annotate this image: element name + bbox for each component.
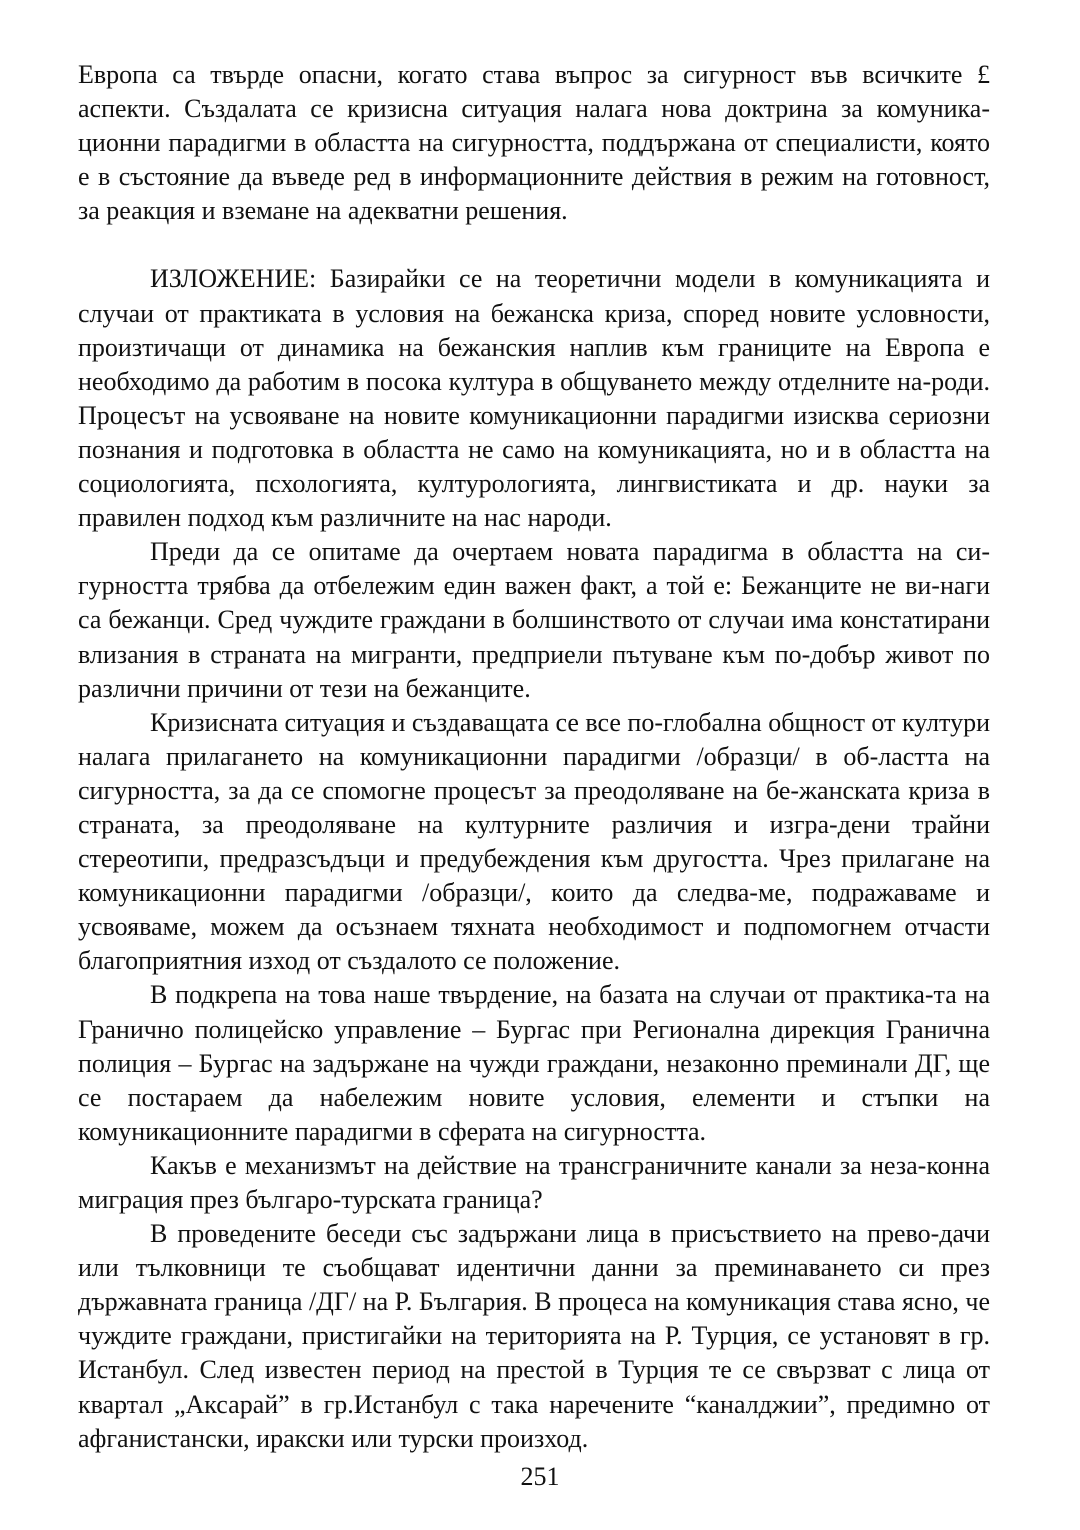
paragraph-exposition: ИЗЛОЖЕНИЕ: Базирайки се на теоретични модели в комуникацията и случаи от практиката в условия на бежанска криза, според новите условности, произтичащи от динамика на бежанския наплив към границите на Европа е необходимо да работим в посока култура в общуването между отделните на-роди. Процесът на усвояване на новите комуникационни парадигми изисква сериозни познания и подготовка в областта не само на комуникацията, но и в областта на социологията, псхологията, културологията, лингвистиката и др. науки за правилен подход към различните на нас народи. bbox=[78, 264, 990, 533]
paragraph-interviews: В проведените беседи със задържани лица в присъствието на прево-дачи или тълковници те съобщават идентични данни за преминаването си през държавната граница /ДГ/ на Р. България. В процеса на комуникация става ясно, че чуждите граждани, пристигайки на територията на Р. Турция, се установят в гр. Истанбул. След известен период на престой в Турция те се свързват с лица от квартал „Аксарай” в гр.Истанбул с така наречените “каналджии”, предимно от афганистански, иракски или турски произход. bbox=[78, 1219, 990, 1453]
paragraph-question: Какъв е механизмът на действие на трансграничните канали за неза-конна миграция през българо-турската граница? bbox=[78, 1150, 990, 1214]
paragraph-support-claim: В подкрепа на това наше твърдение, на базата на случаи от практика-та на Гранично полицейско управление – Бургас при Регионална дирекция Гранична полиция – Бургас на задържане на чужди граждани, незаконно преминали ДГ, ще се постараем да набележим новите условия, елементи и стъпки на комуникационните парадигми в сферата на сигурността. bbox=[78, 980, 990, 1146]
paragraph-intro-continuation: Европа са твърде опасни, когато става въпрос за сигурност във всичките £ аспекти. Създалата се кризисна ситуация налага нова доктрина за комуника-ционни парадигми в областта на сигурността, поддържана от специалисти, която е в състояние да въведе ред в информационните действия в режим на готовност, за реакция и вземане на адекватни решения. bbox=[78, 60, 990, 226]
paragraph-crisis-situation: Кризисната ситуация и създаващата се все по-глобална общност от култури налага прилагането на комуникационни парадигми /образци/ в об-ластта на сигурността, за да се спомогне процесът за преодоляване на бе-жанската криза в страната, за преодоляване на културните различия и изгра-дени трайни стереотипи, предразсъдъци и предубеждения към другостта. Чрез прилагане на комуникационни парадигми /образци/, които да следва-ме, подражаваме и усвояваме, можем да осъзнаем тяхната необходимост и подпомогнем отчасти благоприятния изход от създалото се положение. bbox=[78, 707, 990, 976]
paragraph-refugees-fact: Преди да се опитаме да очертаем новата парадигма в областта на си-гурността трябва да отбележим един важен факт, а той е: Бежанците не ви-наги са бежанци. Сред чуждите граждани в болшинството от случаи има констатирани влизания в страната на мигранти, предприели пътуване към по-добър живот по различни причини от тези на бежанците. bbox=[78, 537, 990, 703]
body-text bbox=[78, 58, 990, 1456]
page-number: 251 bbox=[520, 1462, 560, 1491]
